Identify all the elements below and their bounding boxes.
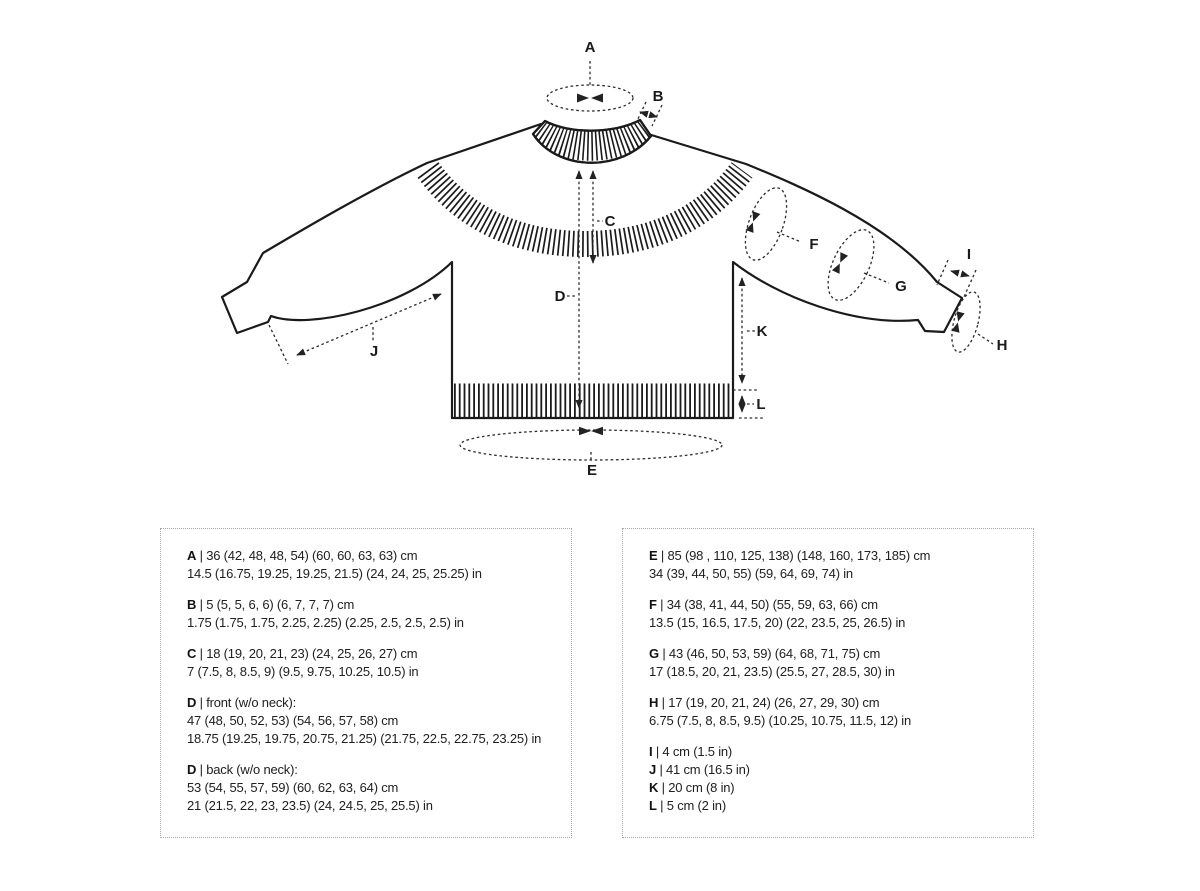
label-i: I [966, 246, 972, 263]
label-j: J [369, 343, 379, 360]
spec-line: K | 20 cm (8 in) [649, 780, 735, 795]
spec-line: 7 (7.5, 8, 8.5, 9) (9.5, 9.75, 10.25, 10.5) in [187, 664, 419, 679]
spec-group [187, 547, 565, 583]
label-c: C [604, 213, 616, 230]
e-arrow-icon [579, 427, 591, 435]
spec-box-cm-right [622, 528, 1034, 838]
spec-letter: F [649, 597, 657, 612]
label-b: B [652, 88, 664, 105]
spec-letter: I [649, 744, 653, 759]
a-circumference-ellipse [547, 85, 633, 111]
spec-letter: A [187, 548, 197, 563]
e-arrow-icon [591, 427, 603, 435]
label-d: D [554, 288, 566, 305]
spec-line: D | front (w/o neck): [187, 695, 297, 710]
spec-line: B | 5 (5, 5, 6, 6) (6, 7, 7, 7) cm [187, 597, 355, 612]
spec-letter: H [649, 695, 659, 710]
f-arrow-icon [746, 211, 761, 233]
spec-line: D | back (w/o neck): [187, 762, 298, 777]
spec-group [649, 694, 1027, 730]
b-arrow [640, 112, 657, 117]
b-tick [652, 105, 662, 126]
spec-letter: D [187, 695, 197, 710]
label-e: E [586, 462, 598, 479]
a-arrow-icon [577, 94, 589, 103]
spec-group [649, 761, 1027, 779]
spec-line: G | 43 (46, 50, 53, 59) (64, 68, 71, 75) cm [649, 646, 881, 661]
spec-line: 14.5 (16.75, 19.25, 19.25, 21.5) (24, 24, 25, 25.25) in [187, 566, 482, 581]
e-circumference-ellipse [460, 430, 722, 460]
spec-line: 21 (21.5, 22, 23, 23.5) (24, 24.5, 25, 25.5) in [187, 798, 433, 813]
spec-line: E | 85 (98 , 110, 125, 138) (148, 160, 173, 185) cm [649, 548, 931, 563]
spec-group [649, 596, 1027, 632]
spec-group [649, 797, 1027, 815]
spec-letter: E [649, 548, 658, 563]
f-circumference-ellipse [737, 182, 795, 265]
spec-letter: L [649, 798, 657, 813]
spec-line: 47 (48, 50, 52, 53) (54, 56, 57, 58) cm [187, 713, 399, 728]
spec-letter: C [187, 646, 197, 661]
g-leader-line [864, 273, 889, 283]
spec-line: F | 34 (38, 41, 44, 50) (55, 59, 63, 66) cm [649, 597, 878, 612]
a-arrow-icon [591, 94, 603, 103]
i-arrow [951, 271, 969, 276]
g-arrow-icon [832, 252, 848, 274]
spec-line: J | 41 cm (16.5 in) [649, 762, 750, 777]
spec-line: 18.75 (19.25, 19.75, 20.75, 21.25) (21.75, 22.5, 22.75, 23.25) in [187, 731, 542, 746]
j-tick [269, 325, 288, 364]
yoke-ribbing-hatch [428, 170, 742, 244]
spec-line: 53 (54, 55, 57, 59) (60, 62, 63, 64) cm [187, 780, 399, 795]
spec-letter: D [187, 762, 197, 777]
g-circumference-ellipse [819, 223, 884, 307]
i-tick [937, 260, 948, 285]
spec-box-cm-left [160, 528, 572, 838]
spec-group [187, 596, 565, 632]
h-circumference-ellipse [946, 289, 985, 355]
spec-group [649, 645, 1027, 681]
label-h: H [996, 337, 1008, 354]
spec-line: H | 17 (19, 20, 21, 24) (26, 27, 29, 30) cm [649, 695, 880, 710]
spec-group [187, 694, 565, 748]
spec-group [187, 761, 565, 815]
h-leader-line [978, 334, 993, 344]
sweater-outline [222, 124, 962, 418]
f-leader-line [777, 232, 801, 242]
spec-group [649, 743, 1027, 761]
spec-group [187, 645, 565, 681]
spec-letter: G [649, 646, 659, 661]
spec-group [649, 547, 1027, 583]
spec-line: C | 18 (19, 20, 21, 23) (24, 25, 26, 27) cm [187, 646, 418, 661]
spec-line: 13.5 (15, 16.5, 17.5, 20) (22, 23.5, 25, 26.5) in [649, 615, 906, 630]
spec-line: A | 36 (42, 48, 48, 54) (60, 60, 63, 63) cm [187, 548, 418, 563]
label-l: L [756, 396, 766, 413]
spec-letter: B [187, 597, 197, 612]
spec-line: 17 (18.5, 20, 21, 23.5) (25.5, 27, 28.5, 30) in [649, 664, 895, 679]
spec-letter: K [649, 780, 659, 795]
spec-letter: J [649, 762, 657, 777]
label-k: K [756, 323, 768, 340]
label-g: G [895, 278, 907, 295]
spec-group [649, 779, 1027, 797]
spec-line: I | 4 cm (1.5 in) [649, 744, 733, 759]
spec-line: 6.75 (7.5, 8, 8.5, 9.5) (10.25, 10.75, 11.5, 12) in [649, 713, 912, 728]
spec-line: 34 (39, 44, 50, 55) (59, 64, 69, 74) in [649, 566, 853, 581]
label-a: A [584, 39, 596, 56]
spec-line: 1.75 (1.75, 1.75, 2.25, 2.25) (2.25, 2.5, 2.5, 2.5) in [187, 615, 464, 630]
spec-line: L | 5 cm (2 in) [649, 798, 726, 813]
label-f: F [809, 236, 819, 253]
